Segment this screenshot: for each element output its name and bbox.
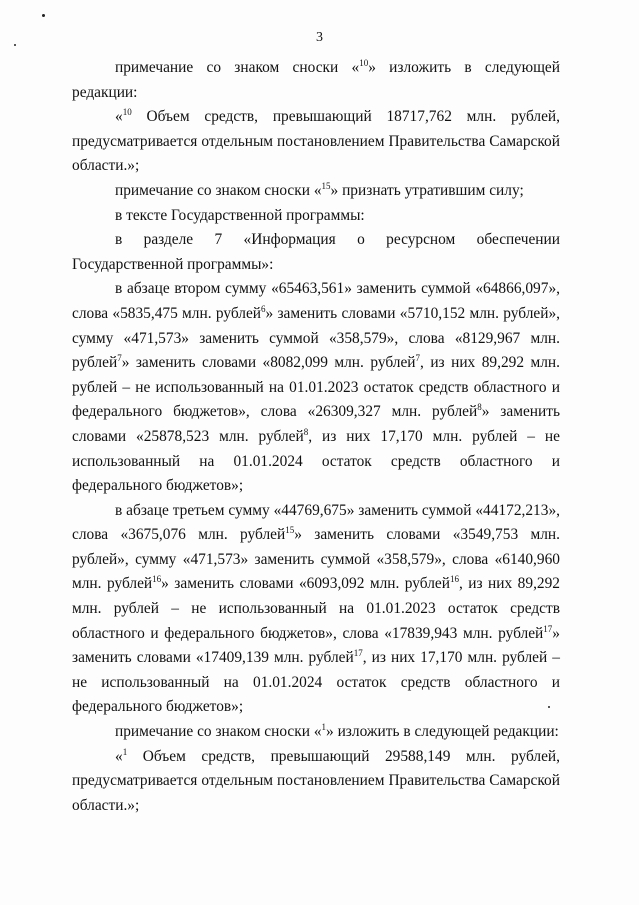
paragraph-text: в абзаце третьем сумму «44769,675» заменить суммой «44172,213», слова «3675,076 млн. рублей (72, 501, 560, 544)
paragraph (72, 745, 560, 819)
paragraph (72, 56, 560, 105)
paragraph-text: » заменить словами «6093,092 млн. рублей (161, 575, 450, 593)
paragraph-text: » признать утратившим силу; (330, 181, 524, 199)
footnote-mark: 16 (449, 574, 459, 585)
paragraph (72, 720, 560, 745)
paragraph-text: » заменить словами «5710,152 млн. рублей», сумму «471,573» заменить суммой «358,579», слова «8129,967 млн. рублей (72, 304, 560, 372)
footnote-mark: 8 (477, 402, 482, 413)
paragraph (72, 277, 560, 498)
paragraph-text: » изложить в следующей редакции: (326, 723, 559, 741)
footnote-mark: 8 (303, 426, 309, 437)
paragraph-text: Объем средств, превышающий 29588,149 млн. рублей, предусматривается отдельным постановлением Правительства Самарской области.»; (72, 747, 560, 814)
paragraph-text: « (115, 108, 123, 126)
footnote-mark: 6 (261, 303, 266, 314)
paragraph (72, 105, 560, 179)
paragraph (72, 228, 560, 277)
paragraph-text: примечание со знаком сноски « (115, 723, 322, 741)
paragraph-text: Объем средств, превышающий 18717,762 млн. рублей, предусматривается отдельным постановлением Правительства Самарской области.»; (72, 108, 560, 175)
paragraph-text: , из них 17,170 млн. рублей – не использованный на 01.01.2024 остаток средств областного и федерального бюджетов»; (72, 427, 560, 495)
footnote-mark: 17 (543, 623, 553, 634)
paragraph-text: , из них 17,170 млн. рублей – не использованный на 01.01.2024 остаток средств областного и федерального бюджетов»; (72, 649, 560, 716)
paragraph-text: , из них 89,292 млн. рублей – не использованный на 01.01.2023 остаток средств областного и федерального бюджетов», слова «17839,943 млн. рублей (72, 575, 561, 642)
paragraph-text: » заменить словами «8082,099 млн. рублей (121, 354, 416, 372)
paragraph-text: в разделе 7 «Информация о ресурсном обеспечении Государственной программы»: (72, 231, 560, 273)
page-number: 3 (316, 30, 323, 45)
footnote-mark: 10 (122, 107, 132, 118)
footnote-mark: 1 (321, 722, 327, 733)
paragraph-text: « (115, 747, 123, 765)
paragraph-text: » заменить словами «3549,753 млн. рублей», сумму «471,573» заменить суммой «358,579», слова «6140,960 млн. рублей (72, 526, 560, 593)
paragraph-text: » заменить словами «17409,139 млн. рублей (72, 624, 560, 667)
paragraph-text: , из них 89,292 млн. рублей – не использованный на 01.01.2023 остаток средств областного и федерального бюджетов», слова «26309,327 млн. рублей (72, 354, 560, 421)
footnote-mark: 7 (415, 353, 421, 364)
footnote-mark: 17 (353, 648, 363, 659)
footnote-mark: 7 (117, 353, 122, 364)
paragraph (72, 499, 560, 720)
document-body (72, 56, 560, 818)
paragraph (72, 204, 560, 229)
footnote-mark: 15 (285, 525, 295, 536)
scan-speck (42, 14, 45, 17)
paragraph-text: в тексте Государственной программы: (115, 206, 365, 224)
footnote-mark: 15 (321, 180, 331, 191)
paragraph (72, 179, 560, 204)
footnote-mark: 16 (152, 574, 162, 585)
paragraph-text: примечание со знаком сноски « (115, 181, 322, 199)
paragraph-text: » изложить в следующей редакции: (72, 59, 560, 101)
footnote-mark: 1 (122, 746, 128, 757)
footnote-mark: 10 (359, 58, 369, 68)
paragraph-text: примечание со знаком сноски « (115, 59, 360, 76)
paragraph-text: » заменить словами «25878,523 млн. рублей (72, 403, 560, 445)
paragraph-text: в абзаце втором сумму «65463,561» заменить суммой «64866,097», слова «5835,475 млн. рублей (72, 280, 560, 322)
